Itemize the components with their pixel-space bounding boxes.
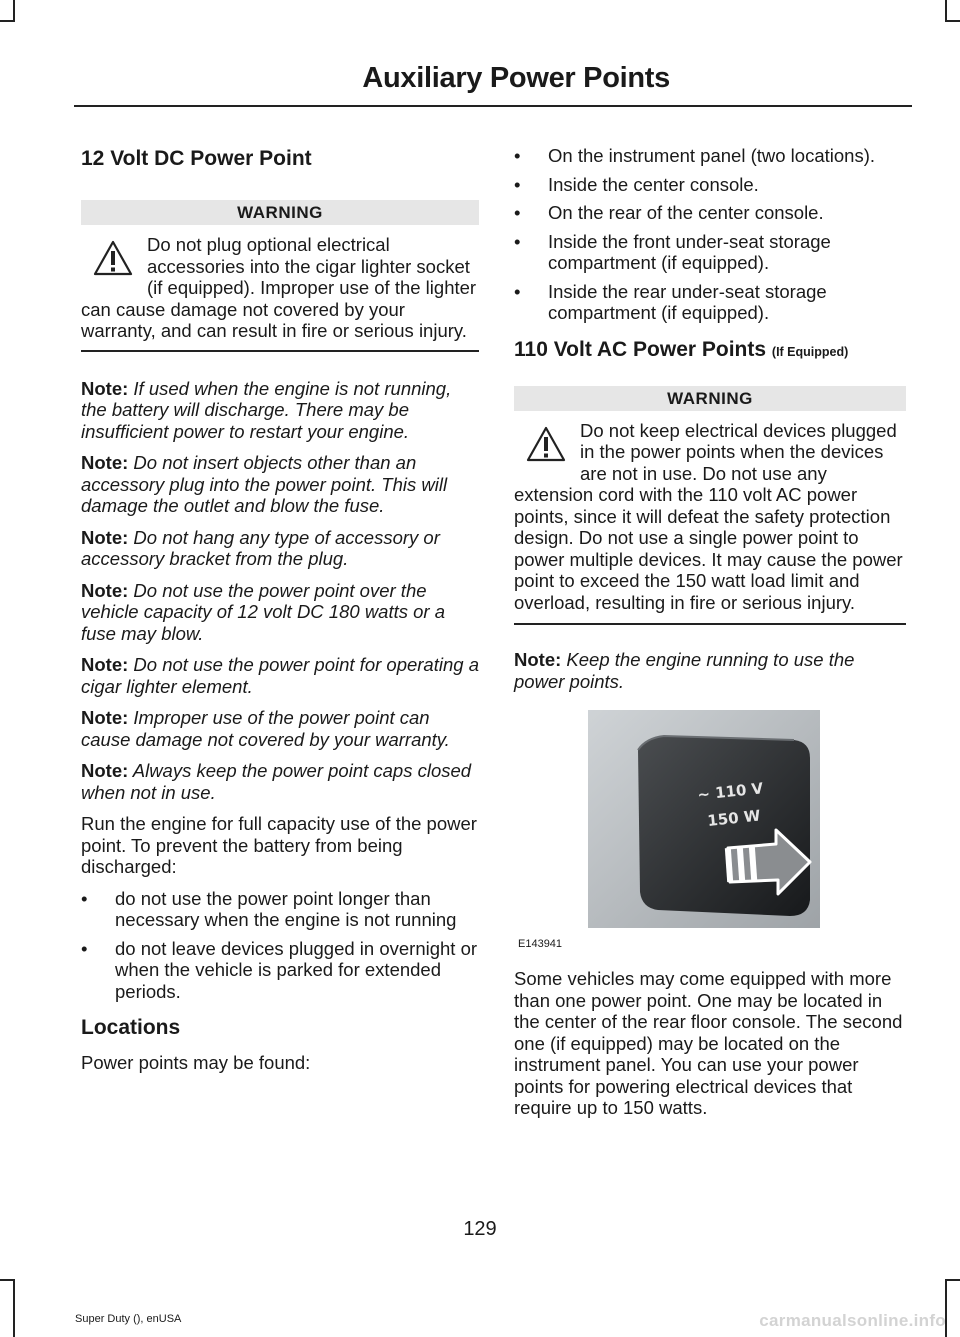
list-item: • On the rear of the center console. [514,202,906,224]
list-item: • Inside the rear under-seat storage compartment (if equipped). [514,281,906,324]
left-column [81,145,479,1084]
crop-mark [13,0,15,20]
crop-mark [945,1279,960,1281]
footer-text: Super Duty (), enUSA [75,1313,182,1325]
location-list [514,145,906,324]
note: Note: Keep the engine running to use the power points. [514,649,855,692]
section-heading-110v: 110 Volt AC Power Points (If Equipped) [514,337,849,361]
right-column [514,145,906,1129]
notes-list [81,378,479,804]
warning-rule [514,623,906,625]
list-item: • Inside the front under-seat storage compartment (if equipped). [514,231,906,274]
warning-box [514,386,906,626]
warning-label: WARNING [514,386,906,411]
warning-body [514,420,906,614]
locations-heading: Locations [81,1016,181,1039]
power-point-figure [518,710,902,950]
note: Note: Do not use the power point over the vehicle capacity of 12 volt DC 180 watts or a fuse may blow. [81,579,446,644]
note: Note: Improper use of the power point can cause damage not covered by your warranty. [81,707,450,750]
list-item: • do not use the power point longer than necessary when the engine is not running [81,888,479,931]
warning-box [81,200,479,352]
warning-rule [81,350,479,352]
crop-mark [945,0,947,20]
page-title: Auxiliary Power Points [362,62,670,94]
warning-triangle-icon [526,426,566,463]
list-item: • Inside the center console. [514,174,906,196]
note: Note: Do not use the power point for operating a cigar lighter element. [81,654,479,697]
body-paragraph: Run the engine for full capacity use of the power point. To prevent the battery from being discharged: [81,813,477,877]
outlet-wattage-label: 150 W [706,806,762,830]
warning-text: Do not keep electrical devices plugged in the power points when the devices are not in use. Do not use any extension cord with the 110 volt AC power points, since it will defeat the safety protection design. Do not use a single power point to power multiple devices. It may cause the power point to exceed the 150 watt load limit and overload, resulting in fire or serious injury. [514,419,903,613]
crop-mark [945,20,960,22]
locations-intro: Power points may be found: [81,1052,311,1073]
note: Note: Do not insert objects other than an accessory plug into the power point. This will damage the outlet and blow the fuse. [81,452,448,516]
body-paragraph: Some vehicles may come equipped with more than one power point. One may be located in the center of the rear floor console. The second one (if equipped) may be located on the instrument panel. You can use your power points for powering electrical devices that require up to 150 watts. [514,968,903,1118]
list-item: • do not leave devices plugged in overnight or when the vehicle is parked for extended periods. [81,938,479,1003]
crop-mark [0,20,15,22]
section-heading-12v: 12 Volt DC Power Point [81,147,312,170]
warning-text: Do not plug optional electrical accessories into the cigar lighter socket (if equipped). Improper use of the lighter can cause damage not covered by your warranty, and can result in fire or serious injury. [81,234,477,341]
crop-mark [13,1279,15,1337]
crop-mark [0,1279,15,1281]
watermark: carmanualsonline.info [759,1311,946,1330]
page-number: 129 [463,1218,497,1240]
note: Note: Do not hang any type of accessory or accessory bracket from the plug. [81,526,440,569]
figure-id: E143941 [518,938,563,950]
bullet-list [81,888,479,1003]
warning-triangle-icon [93,240,133,277]
heading-suffix: (If Equipped) [771,344,849,359]
power-outlet-illustration [588,710,820,928]
outlet-voltage-label: ~ 110 V [696,779,764,804]
header-rule [74,105,912,107]
warning-label: WARNING [81,200,479,225]
note: Note: Always keep the power point caps closed when not in use. [81,760,472,803]
list-item: • On the instrument panel (two locations). [514,145,906,167]
warning-body [81,234,479,342]
note: Note: If used when the engine is not running, the battery will discharge. There may be insufficient power to restart your engine. [81,377,452,442]
